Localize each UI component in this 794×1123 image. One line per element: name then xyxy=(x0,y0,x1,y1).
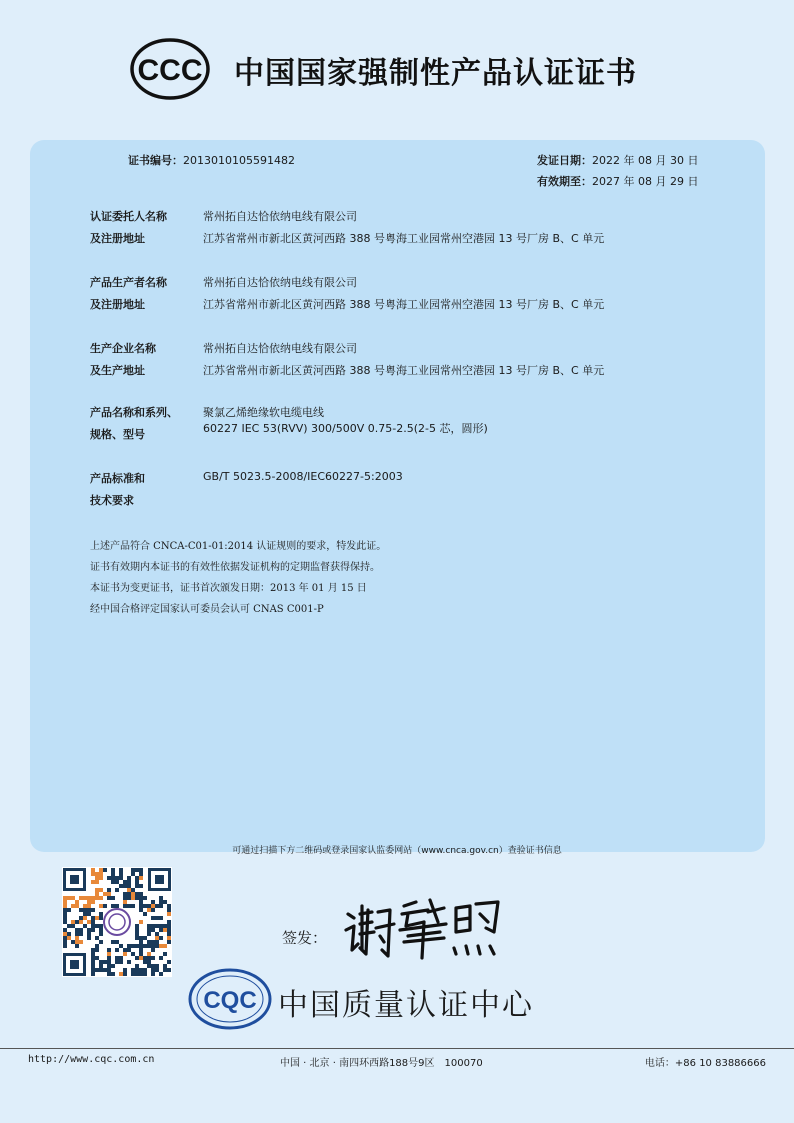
footer-address: 中国 · 北京 · 南四环西路188号9区 100070 xyxy=(280,1058,483,1069)
product-label: 产品名称和系列、 xyxy=(90,406,178,419)
cert-number xyxy=(128,152,295,168)
product-model: 60227 IEC 53(RVV) 300/500V 0.75-2.5(2-5 芯，圆形) xyxy=(203,422,488,435)
note-line: 经中国合格评定国家认可委员会认可 CNAS C001-P xyxy=(90,604,324,615)
applicant-address-label: 及注册地址 xyxy=(90,232,145,245)
handwritten-signature xyxy=(338,892,508,962)
tech-req-label: 技术要求 xyxy=(90,494,134,507)
product-model-label: 规格、型号 xyxy=(90,428,145,441)
ccc-logo xyxy=(130,38,210,100)
standard-value: GB/T 5023.5-2008/IEC60227-5:2003 xyxy=(203,470,403,483)
note-line: 证书有效期内本证书的有效性依据发证机构的定期监督获得保持。 xyxy=(90,562,380,573)
manufacturer-address-label: 及注册地址 xyxy=(90,298,145,311)
cqc-logo xyxy=(188,968,272,1030)
expiry-date-value: 2027 年 08 月 29 日 xyxy=(592,175,699,188)
certificate-title: 中国国家强制性产品认证证书 xyxy=(234,56,637,91)
factory-address: 江苏省常州市新北区黄河西路 388 号粤海工业园常州空港园 13 号厂房 B、C 单元 xyxy=(203,364,605,377)
cqc-logo-text: CQC xyxy=(203,987,257,1014)
applicant-label: 认证委托人名称 xyxy=(90,210,167,223)
factory-label: 生产企业名称 xyxy=(90,342,156,355)
issue-date xyxy=(537,152,698,168)
factory-address-label: 及生产地址 xyxy=(90,364,145,377)
applicant-name: 常州拓自达恰依纳电线有限公司 xyxy=(203,210,357,223)
footer-divider xyxy=(0,1048,794,1049)
cert-number-label: 证书编号： xyxy=(128,154,183,167)
ccc-logo-text: CCC xyxy=(137,54,203,87)
cert-number-value: 2013010105591482 xyxy=(183,154,295,167)
issue-date-value: 2022 年 08 月 30 日 xyxy=(592,154,699,167)
footer-phone: 电话：+86 10 83886666 xyxy=(644,1058,766,1069)
factory-name: 常州拓自达恰依纳电线有限公司 xyxy=(203,342,357,355)
expiry-date xyxy=(537,173,698,189)
applicant-address: 江苏省常州市新北区黄河西路 388 号粤海工业园常州空港园 13 号厂房 B、C 单元 xyxy=(203,232,605,245)
qr-code[interactable] xyxy=(62,867,172,977)
certificate-panel xyxy=(30,140,765,852)
standard-label: 产品标准和 xyxy=(90,472,145,485)
signature-label: 签发： xyxy=(282,929,328,947)
manufacturer-address: 江苏省常州市新北区黄河西路 388 号粤海工业园常州空港园 13 号厂房 B、C 单元 xyxy=(203,298,605,311)
footer-url[interactable]: http://www.cqc.com.cn xyxy=(28,1054,155,1065)
product-name: 聚氯乙烯绝缘软电缆电线 xyxy=(203,406,324,419)
note-line: 上述产品符合 CNCA-C01-01:2014 认证规则的要求，特发此证。 xyxy=(90,541,387,552)
issue-date-label: 发证日期： xyxy=(537,154,592,167)
manufacturer-name: 常州拓自达恰依纳电线有限公司 xyxy=(203,276,357,289)
manufacturer-label: 产品生产者名称 xyxy=(90,276,167,289)
note-line: 本证书为变更证书，证书首次颁发日期：2013 年 01 月 15 日 xyxy=(90,583,367,594)
organization-name: 中国质量认证中心 xyxy=(278,988,534,1023)
expiry-date-label: 有效期至： xyxy=(537,175,592,188)
verify-note: 可通过扫描下方二维码或登录国家认监委网站（www.cnca.gov.cn）查验证书信息 xyxy=(232,846,562,856)
